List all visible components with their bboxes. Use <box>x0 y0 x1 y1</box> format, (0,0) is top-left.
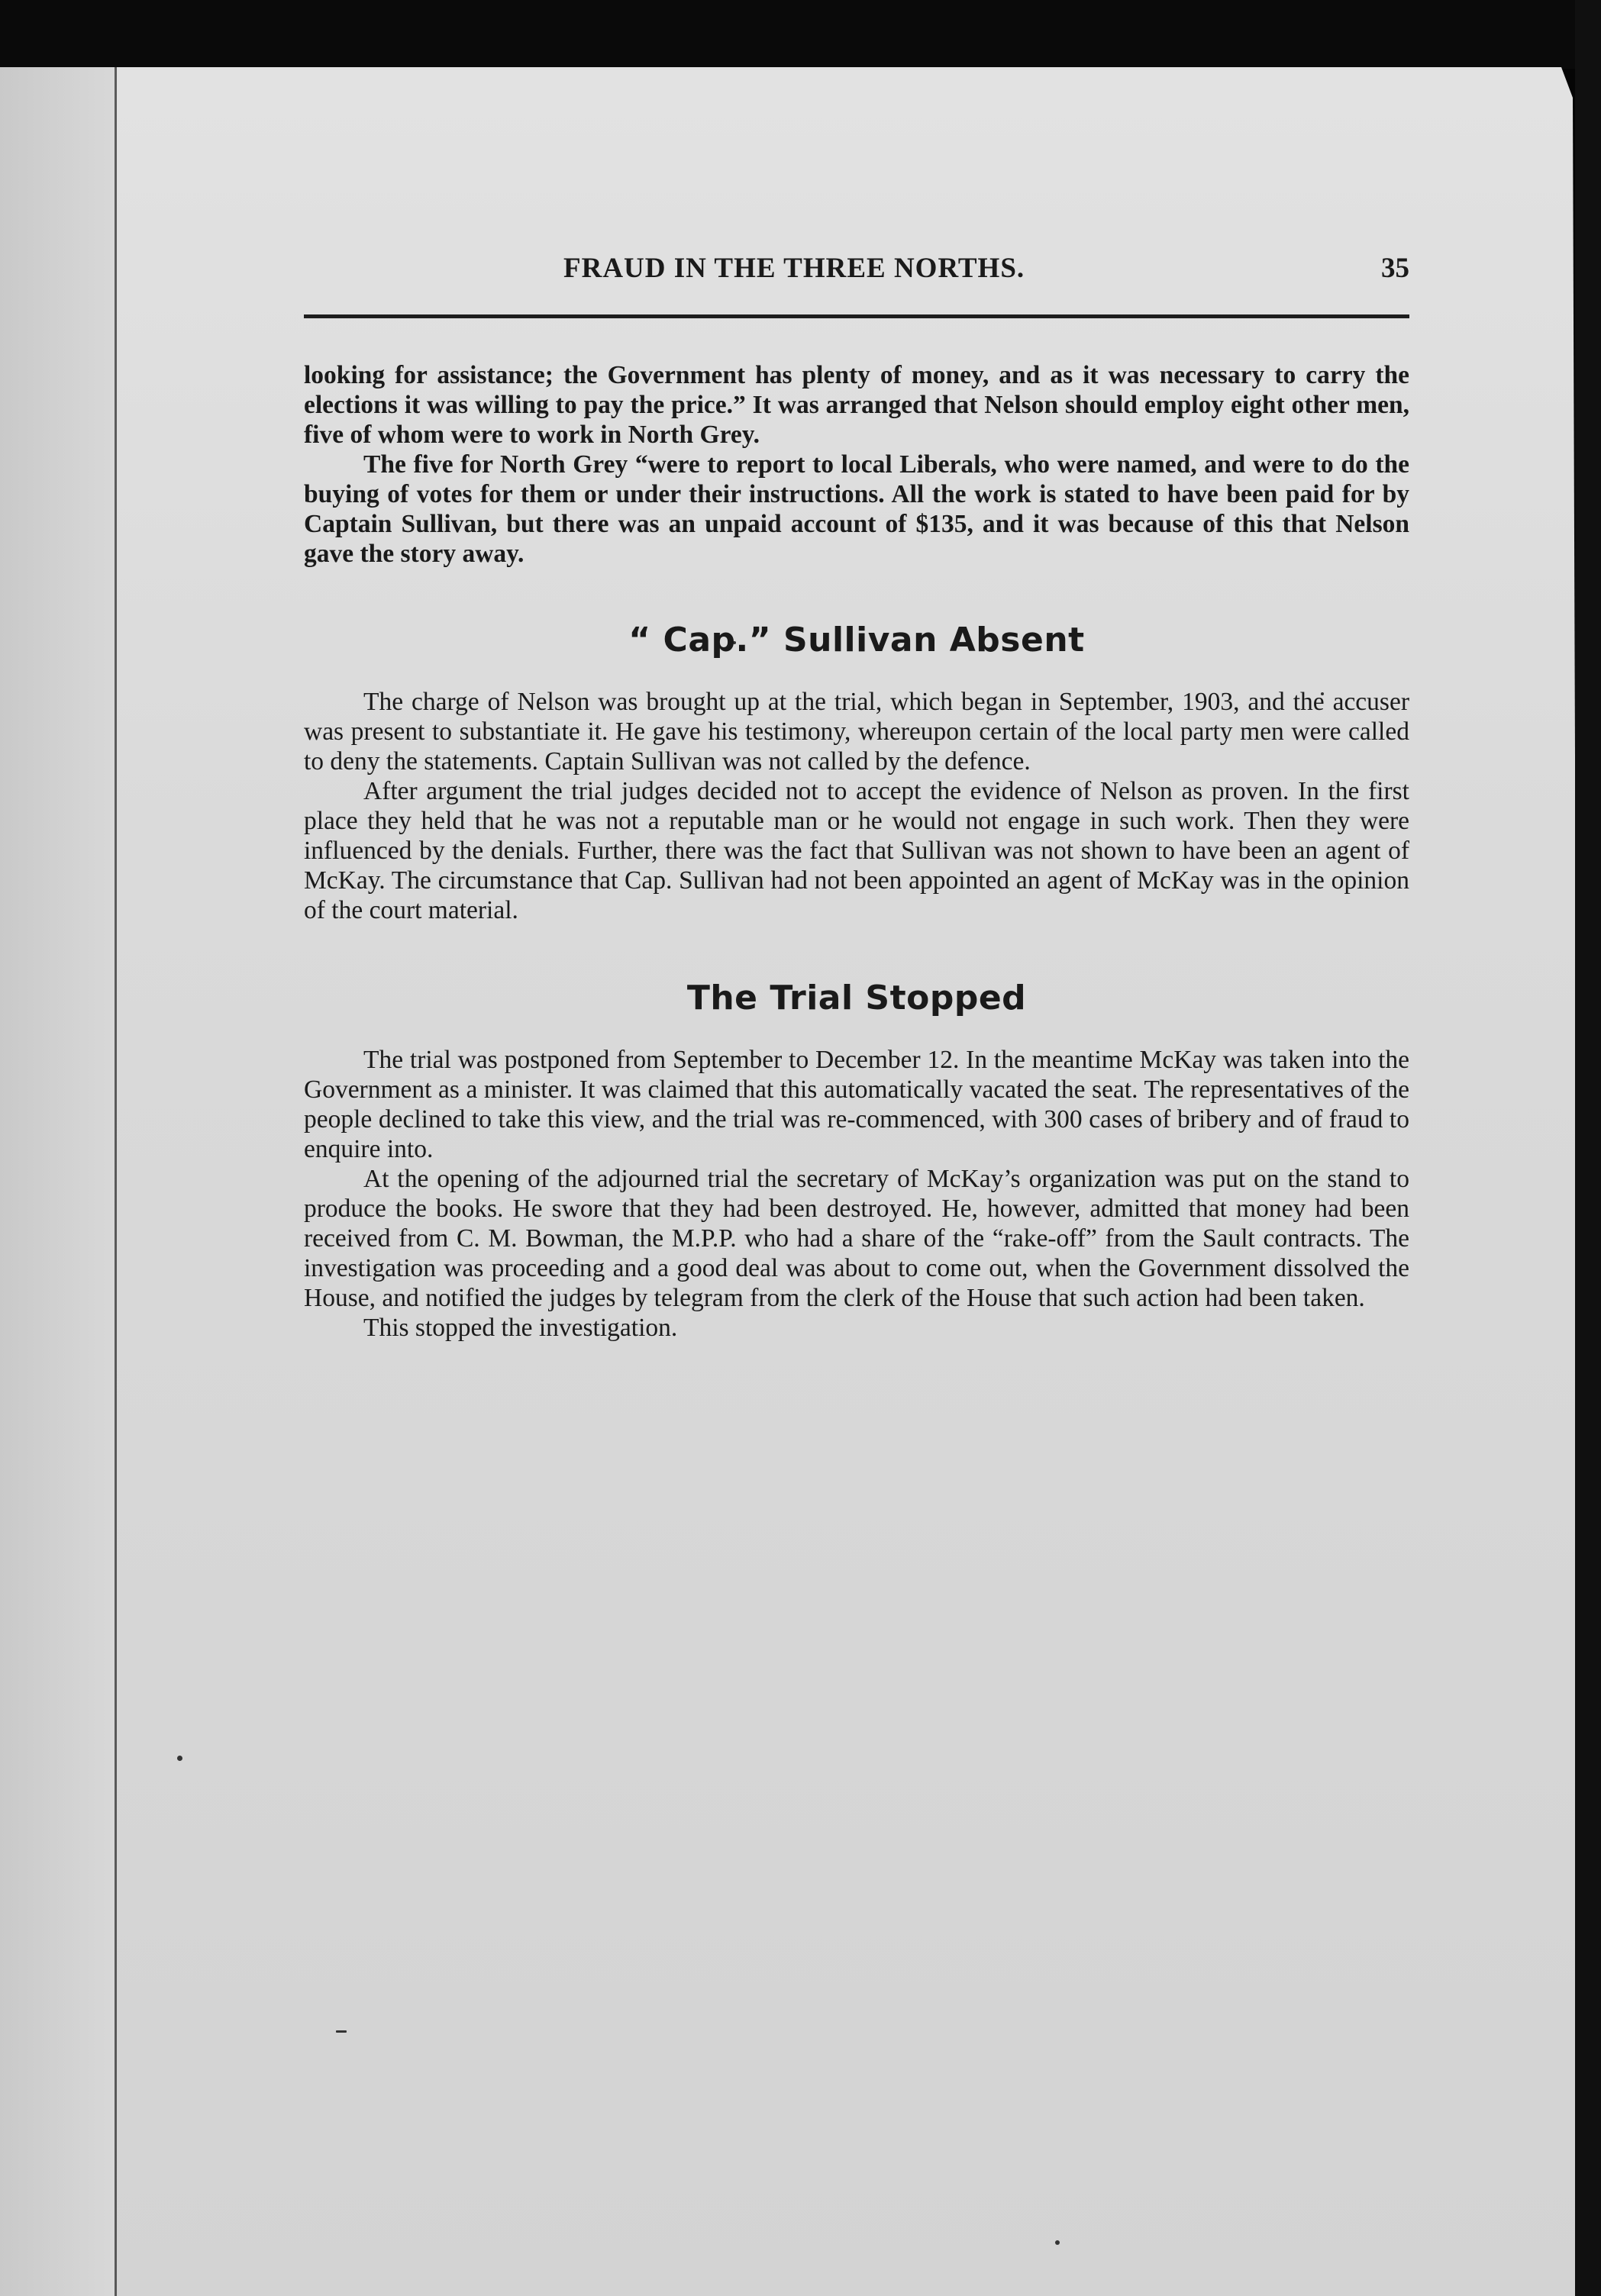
running-title: FRAUD IN THE THREE NORTHS. <box>563 253 1025 284</box>
paragraph: looking for assistance; the Government has plenty of money, and as it was necessary to carry the elections it was willing to pay the price.” It was arranged that Nelson should employ eight other men, five of whom were to work in North Grey. <box>304 361 1409 449</box>
binding-edge-line <box>115 67 117 2296</box>
header-rule <box>304 314 1409 318</box>
page-content <box>304 244 1409 1342</box>
paragraph: The charge of Nelson was brought up at the trial, which began in September, 1903, and the accuser was present to substantiate it. He gave his testimony, whereupon certain of the local party men were called to deny the statements. Captain Sullivan was not called by the defence. <box>304 688 1409 776</box>
paragraph: The trial was postponed from September to December 12. In the meantime McKay was taken into the Government as a minister. It was claimed that this automatically vacated the seat. The representatives of the people declined to take this view, and the trial was re-commenced, with 300 cases of bribery and of fraud to enquire into. <box>304 1046 1409 1163</box>
page-number: 35 <box>1381 253 1409 284</box>
section-heading: “ Cap.” Sullivan Absent <box>628 621 1085 659</box>
dust-speck <box>177 1756 182 1761</box>
page-body <box>304 360 1409 1343</box>
paragraph: After argument the trial judges decided not to accept the evidence of Nelson as proven. In the first place they held that he was not a reputable man or he would not engage in such work. Then they were influenced by the denials. Further, there was the fact that Sullivan was not shown to have been an agent of McKay. The circumstance that Cap. Sullivan had not been appointed an agent of McKay was in the opinion of the court material. <box>304 777 1409 924</box>
section-heading: The Trial Stopped <box>686 979 1027 1017</box>
paragraph: This stopped the investigation. <box>363 1314 678 1342</box>
paragraph: At the opening of the adjourned trial the secretary of McKay’s organization was put on the stand to produce the books. He swore that they had been destroyed. He, however, admitted that money had been received from C. M. Bowman, the M.P.P. who had a share of the “rake-off” from the Sault contracts. The investigation was proceeding and a good deal was about to come out, when the Government dissolved the House, and notified the judges by telegram from the clerk of the House that such action had been taken. <box>304 1165 1409 1312</box>
paragraph: The five for North Grey “were to report to local Liberals, who were named, and were to do the buying of votes for them or under their instructions. All the work is stated to have been paid for by Captain Sullivan, but there was an unpaid account of $135, and it was because of this that Nelson gave the story away. <box>304 450 1409 568</box>
binding-margin <box>0 67 115 2296</box>
scan-right-border <box>1575 0 1601 2296</box>
running-header <box>304 244 1409 290</box>
dust-speck <box>1055 2240 1060 2245</box>
scan-top-border <box>0 0 1601 69</box>
dust-speck <box>336 2030 347 2033</box>
